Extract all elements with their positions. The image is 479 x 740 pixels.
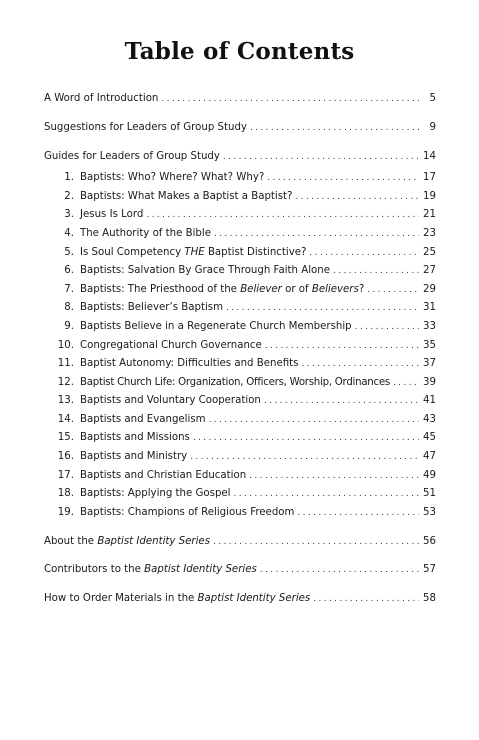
chapter-page: 25 [423,246,436,258]
chapter-number: 4. [64,227,74,239]
chapter-number: 7. [64,283,74,295]
chapter-title: Baptists and Ministry [80,451,188,463]
chapter-page: 49 [423,469,436,481]
chapter-number: 8. [64,302,74,314]
leader-dots [301,355,419,374]
toc-entry-about-series [44,533,436,552]
chapter-number: 17. [57,469,74,481]
toc-chapter [44,504,436,523]
chapter-title: Baptists and Missions [80,432,190,444]
entry-label: Suggestions for Leaders of Group Study [44,121,247,133]
chapter-title: Baptists: Believer’s Baptism [80,302,224,314]
chapter-number: 12. [57,376,74,388]
chapter-number: 11. [57,358,74,370]
toc-chapter [44,188,436,207]
leader-dots [267,169,419,188]
toc-chapter [44,244,436,263]
leader-dots [161,90,419,109]
leader-dots [295,188,419,207]
chapter-page: 33 [423,320,436,332]
entry-page: 5 [429,93,436,104]
toc-entry-guides [44,148,436,167]
chapter-title: Is Soul Competency THE Baptist Distinctive? [80,246,307,258]
toc-chapter [44,485,436,504]
chapter-page: 41 [423,395,436,407]
chapter-title: Baptists and Voluntary Cooperation [80,395,261,407]
leader-dots [309,244,419,263]
leader-dots [355,318,419,337]
leader-dots [209,411,419,430]
chapter-title: Baptists: Salvation By Grace Through Faith Alone [80,265,330,277]
leader-dots [250,119,419,138]
leader-dots [146,206,419,225]
toc-chapter [44,299,436,318]
chapter-page: 19 [423,190,436,202]
page-title: Table of Contents [124,38,355,65]
leader-dots [234,485,419,504]
leader-dots [213,533,419,552]
chapter-title: Baptist Church Life: Organization, Officers, Worship, Ordinances [80,376,390,388]
chapter-title: Baptists: Applying the Gospel [80,488,231,500]
chapter-title: Congregational Church Governance [80,339,262,351]
toc-entry-suggestions [44,119,436,138]
leader-dots [313,590,419,609]
toc-chapter [44,448,436,467]
chapter-page: 21 [423,209,436,221]
leader-dots [297,504,419,523]
leader-dots [367,281,419,300]
chapter-number: 5. [64,246,74,258]
chapter-page: 29 [423,283,436,295]
chapter-page: 31 [423,302,436,314]
leader-dots [265,337,419,356]
toc-chapter [44,169,436,188]
leader-dots [264,392,419,411]
chapter-number: 15. [57,432,74,444]
chapter-page: 43 [423,413,436,425]
toc-entry-introduction [44,90,436,109]
chapter-page: 45 [423,432,436,444]
chapter-page: 37 [423,358,436,370]
leader-dots [223,148,419,167]
chapter-page: 39 [423,376,436,388]
chapter-page: 47 [423,451,436,463]
toc-chapter [44,262,436,281]
toc-chapter [44,225,436,244]
chapter-page: 51 [423,488,436,500]
entry-label: Guides for Leaders of Group Study [44,150,220,162]
toc-chapter [44,429,436,448]
chapter-page: 27 [423,265,436,277]
entry-label: About the Baptist Identity Series [44,535,211,547]
chapter-number: 19. [57,506,74,518]
leader-dots [226,299,419,318]
chapter-number: 14. [57,413,74,425]
toc-chapter [44,206,436,225]
toc-chapter [44,337,436,356]
leader-dots [393,374,419,393]
chapter-number: 18. [57,488,74,500]
leader-dots [214,225,419,244]
chapter-number: 3. [64,209,74,221]
chapter-title: Jesus Is Lord [80,209,144,221]
chapter-title: Baptists: Champions of Religious Freedom [80,506,295,518]
chapter-number: 6. [64,265,74,277]
toc-chapter [44,392,436,411]
toc-entry-how-to-order [44,590,436,609]
chapter-number: 13. [57,395,74,407]
chapter-page: 35 [423,339,436,351]
entry-page: 9 [429,121,436,133]
leader-dots [193,429,419,448]
toc-chapter [44,411,436,430]
toc-chapter [44,374,436,393]
chapter-title: Baptists: The Priesthood of the Believer or of Believers? [80,283,365,295]
entry-page: 14 [423,150,436,162]
leader-dots [190,448,419,467]
chapter-title: Baptists Believe in a Regenerate Church Membership [80,320,352,332]
chapter-title: Baptists and Evangelism [80,413,206,425]
chapter-title: Baptists and Christian Education [80,469,247,481]
entry-page: 57 [423,564,436,576]
chapter-number: 9. [64,320,74,332]
leader-dots [260,561,419,580]
chapter-number: 16. [57,451,74,463]
chapter-number: 10. [57,339,74,351]
toc-chapter [44,355,436,374]
chapter-title: The Authority of the Bible [80,227,211,239]
chapter-page: 53 [423,506,436,518]
chapter-title: Baptist Autonomy: Difficulties and Benefits [80,358,299,370]
entry-label: How to Order Materials in the Baptist Identity Series [44,593,311,605]
entry-page: 58 [423,593,436,605]
toc-list [44,90,436,619]
toc-entry-contributors [44,561,436,580]
leader-dots [249,467,419,486]
chapter-number: 2. [64,190,74,202]
toc-chapter [44,281,436,300]
entry-label: Contributors to the Baptist Identity Series [44,564,257,576]
chapter-page: 17 [423,172,436,184]
entry-page: 56 [423,535,436,547]
chapter-page: 23 [423,227,436,239]
leader-dots [333,262,419,281]
entry-label: A Word of Introduction [44,93,159,104]
toc-chapter [44,318,436,337]
toc-chapter [44,467,436,486]
chapter-number: 1. [64,172,74,184]
chapter-title: Baptists: What Makes a Baptist a Baptist? [80,190,293,202]
chapter-title: Baptists: Who? Where? What? Why? [80,172,265,184]
